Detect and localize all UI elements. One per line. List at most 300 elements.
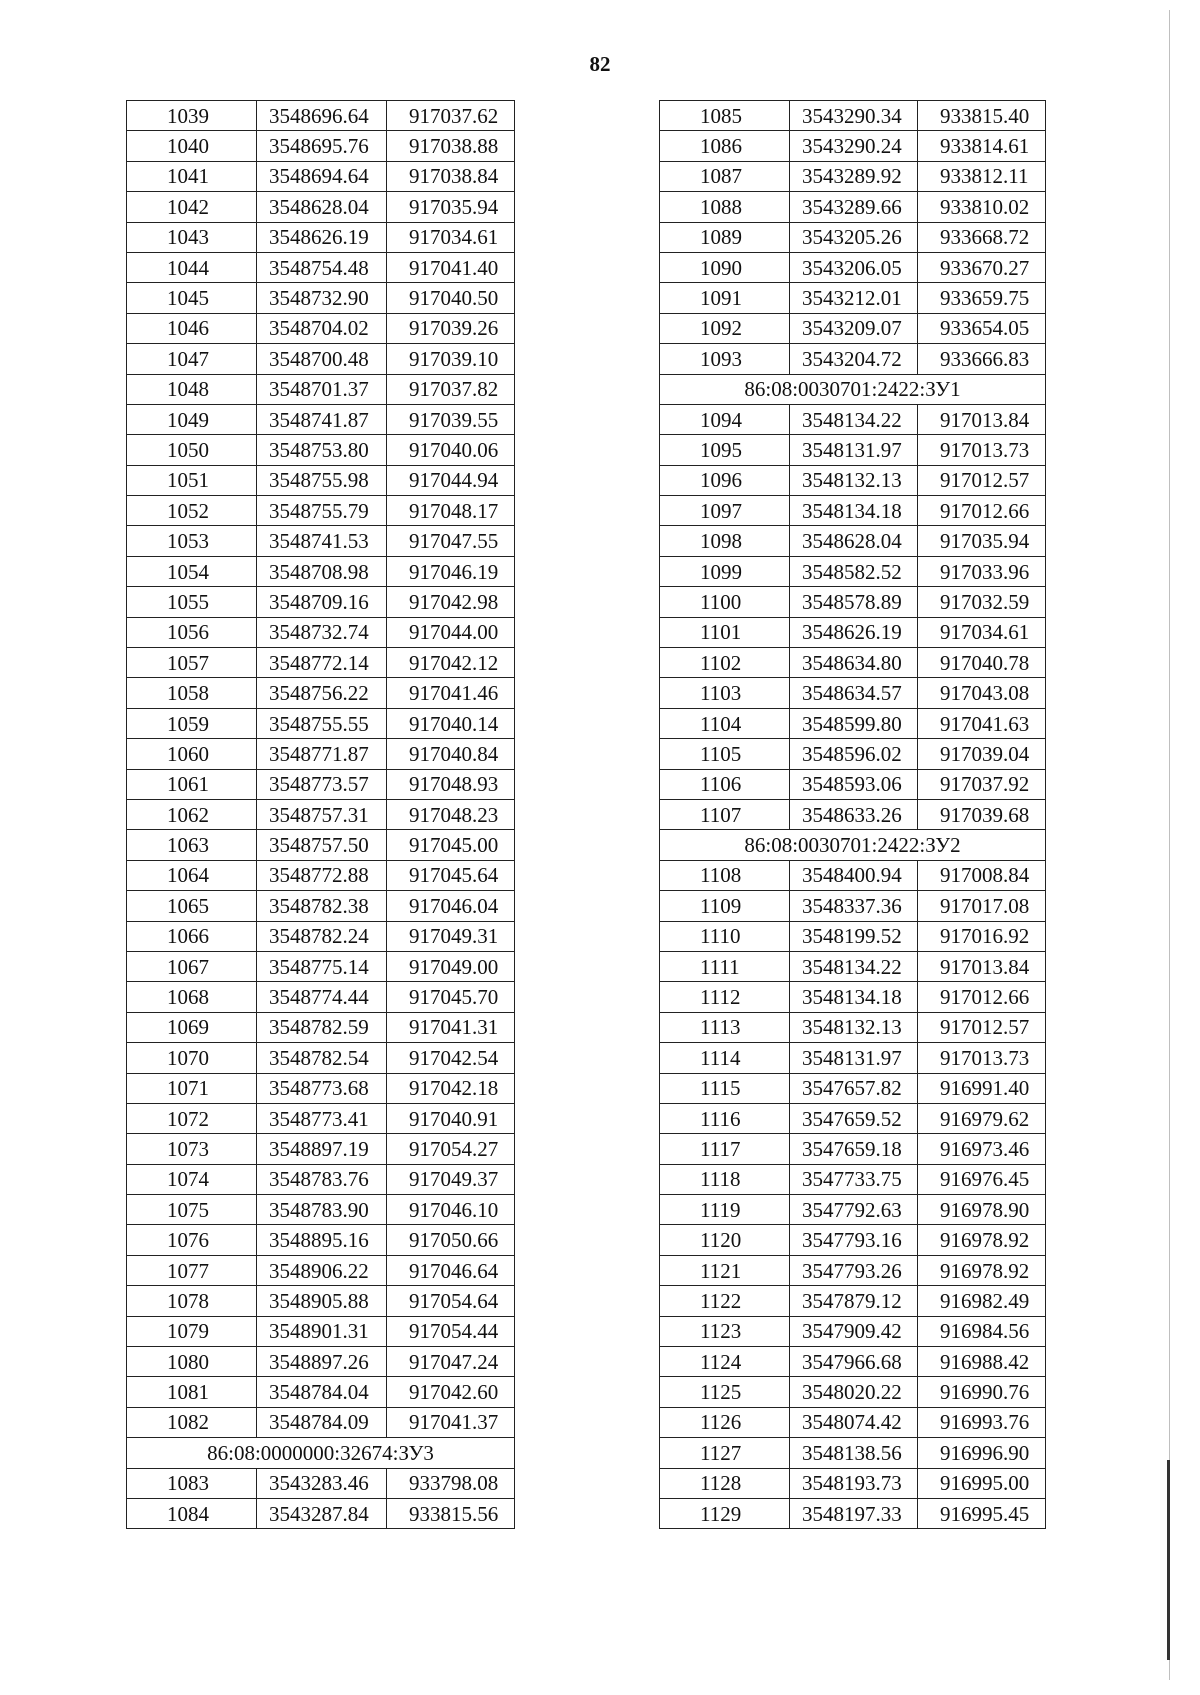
x-coordinate-cell: 3548628.04 — [790, 526, 918, 556]
coordinates-table-right — [659, 100, 1046, 1529]
table-row — [660, 101, 1046, 131]
y-coordinate-cell: 917043.08 — [918, 678, 1046, 708]
table-row — [127, 1407, 515, 1437]
table-row — [127, 1073, 515, 1103]
x-coordinate-cell: 3547793.16 — [790, 1225, 918, 1255]
point-number-cell: 1110 — [660, 921, 790, 951]
table-row — [660, 556, 1046, 586]
point-number-cell: 1071 — [127, 1073, 257, 1103]
point-number-cell: 1070 — [127, 1043, 257, 1073]
x-coordinate-cell: 3548132.13 — [790, 465, 918, 495]
table-row — [127, 799, 515, 829]
x-coordinate-cell: 3548074.42 — [790, 1407, 918, 1437]
y-coordinate-cell: 916990.76 — [918, 1377, 1046, 1407]
point-number-cell: 1089 — [660, 222, 790, 252]
table-row — [127, 1377, 515, 1407]
y-coordinate-cell: 917040.84 — [387, 739, 515, 769]
x-coordinate-cell: 3548905.88 — [257, 1286, 387, 1316]
y-coordinate-cell: 916978.92 — [918, 1255, 1046, 1285]
table-row — [660, 344, 1046, 374]
table-row — [660, 1073, 1046, 1103]
table-row — [660, 131, 1046, 161]
x-coordinate-cell: 3548138.56 — [790, 1438, 918, 1468]
x-coordinate-cell: 3548701.37 — [257, 374, 387, 404]
y-coordinate-cell: 916979.62 — [918, 1103, 1046, 1133]
table-row — [127, 1255, 515, 1285]
table-row — [660, 1012, 1046, 1042]
x-coordinate-cell: 3547659.52 — [790, 1103, 918, 1133]
point-number-cell: 1121 — [660, 1255, 790, 1285]
x-coordinate-cell: 3543290.24 — [790, 131, 918, 161]
x-coordinate-cell: 3548784.04 — [257, 1377, 387, 1407]
x-coordinate-cell: 3548897.19 — [257, 1134, 387, 1164]
point-number-cell: 1104 — [660, 708, 790, 738]
table-row — [660, 1316, 1046, 1346]
point-number-cell: 1063 — [127, 830, 257, 860]
point-number-cell: 1109 — [660, 891, 790, 921]
point-number-cell: 1049 — [127, 404, 257, 434]
point-number-cell: 1074 — [127, 1164, 257, 1194]
x-coordinate-cell: 3548628.04 — [257, 192, 387, 222]
y-coordinate-cell: 916982.49 — [918, 1286, 1046, 1316]
x-coordinate-cell: 3548732.90 — [257, 283, 387, 313]
x-coordinate-cell: 3547879.12 — [790, 1286, 918, 1316]
section-row — [660, 374, 1046, 404]
table-row — [660, 982, 1046, 1012]
point-number-cell: 1114 — [660, 1043, 790, 1073]
y-coordinate-cell: 917033.96 — [918, 556, 1046, 586]
x-coordinate-cell: 3548134.18 — [790, 982, 918, 1012]
x-coordinate-cell: 3547657.82 — [790, 1073, 918, 1103]
x-coordinate-cell: 3548132.13 — [790, 1012, 918, 1042]
x-coordinate-cell: 3548772.88 — [257, 860, 387, 890]
x-coordinate-cell: 3548774.44 — [257, 982, 387, 1012]
point-number-cell: 1067 — [127, 951, 257, 981]
point-number-cell: 1054 — [127, 556, 257, 586]
point-number-cell: 1081 — [127, 1377, 257, 1407]
table-row — [660, 465, 1046, 495]
y-coordinate-cell: 917042.54 — [387, 1043, 515, 1073]
x-coordinate-cell: 3548626.19 — [790, 617, 918, 647]
x-coordinate-cell: 3543206.05 — [790, 252, 918, 282]
y-coordinate-cell: 917039.26 — [387, 313, 515, 343]
point-number-cell: 1061 — [127, 769, 257, 799]
point-number-cell: 1079 — [127, 1316, 257, 1346]
y-coordinate-cell: 917037.82 — [387, 374, 515, 404]
table-row — [660, 404, 1046, 434]
point-number-cell: 1102 — [660, 648, 790, 678]
table-row — [660, 1134, 1046, 1164]
point-number-cell: 1055 — [127, 587, 257, 617]
y-coordinate-cell: 917041.40 — [387, 252, 515, 282]
table-row — [127, 465, 515, 495]
point-number-cell: 1115 — [660, 1073, 790, 1103]
point-number-cell: 1084 — [127, 1498, 257, 1528]
section-heading: 86:08:0030701:2422:ЗУ1 — [660, 374, 1046, 404]
point-number-cell: 1085 — [660, 101, 790, 131]
table-row — [127, 1468, 515, 1498]
point-number-cell: 1044 — [127, 252, 257, 282]
y-coordinate-cell: 917012.66 — [918, 496, 1046, 526]
point-number-cell: 1053 — [127, 526, 257, 556]
table-row — [127, 648, 515, 678]
table-row — [660, 1043, 1046, 1073]
point-number-cell: 1060 — [127, 739, 257, 769]
table-row — [660, 1438, 1046, 1468]
x-coordinate-cell: 3548741.87 — [257, 404, 387, 434]
point-number-cell: 1052 — [127, 496, 257, 526]
x-coordinate-cell: 3548741.53 — [257, 526, 387, 556]
y-coordinate-cell: 933654.05 — [918, 313, 1046, 343]
point-number-cell: 1058 — [127, 678, 257, 708]
point-number-cell: 1043 — [127, 222, 257, 252]
y-coordinate-cell: 916993.76 — [918, 1407, 1046, 1437]
x-coordinate-cell: 3548755.98 — [257, 465, 387, 495]
table-row — [660, 648, 1046, 678]
y-coordinate-cell: 917012.57 — [918, 1012, 1046, 1042]
x-coordinate-cell: 3548131.97 — [790, 435, 918, 465]
y-coordinate-cell: 916996.90 — [918, 1438, 1046, 1468]
point-number-cell: 1051 — [127, 465, 257, 495]
x-coordinate-cell: 3548755.79 — [257, 496, 387, 526]
table-row — [660, 587, 1046, 617]
y-coordinate-cell: 917042.60 — [387, 1377, 515, 1407]
x-coordinate-cell: 3547659.18 — [790, 1134, 918, 1164]
section-row — [660, 830, 1046, 860]
point-number-cell: 1068 — [127, 982, 257, 1012]
point-number-cell: 1101 — [660, 617, 790, 647]
point-number-cell: 1057 — [127, 648, 257, 678]
point-number-cell: 1066 — [127, 921, 257, 951]
x-coordinate-cell: 3548782.38 — [257, 891, 387, 921]
y-coordinate-cell: 917054.64 — [387, 1286, 515, 1316]
y-coordinate-cell: 917035.94 — [387, 192, 515, 222]
point-number-cell: 1094 — [660, 404, 790, 434]
table-row — [127, 192, 515, 222]
point-number-cell: 1112 — [660, 982, 790, 1012]
x-coordinate-cell: 3548897.26 — [257, 1347, 387, 1377]
point-number-cell: 1126 — [660, 1407, 790, 1437]
y-coordinate-cell: 917032.59 — [918, 587, 1046, 617]
point-number-cell: 1103 — [660, 678, 790, 708]
point-number-cell: 1042 — [127, 192, 257, 222]
x-coordinate-cell: 3548757.50 — [257, 830, 387, 860]
point-number-cell: 1045 — [127, 283, 257, 313]
y-coordinate-cell: 916978.92 — [918, 1225, 1046, 1255]
table-row — [660, 1255, 1046, 1285]
y-coordinate-cell: 917038.84 — [387, 161, 515, 191]
point-number-cell: 1047 — [127, 344, 257, 374]
y-coordinate-cell: 933815.40 — [918, 101, 1046, 131]
point-number-cell: 1078 — [127, 1286, 257, 1316]
table-row — [127, 526, 515, 556]
point-number-cell: 1124 — [660, 1347, 790, 1377]
y-coordinate-cell: 917012.57 — [918, 465, 1046, 495]
table-row — [660, 1164, 1046, 1194]
y-coordinate-cell: 933668.72 — [918, 222, 1046, 252]
x-coordinate-cell: 3548626.19 — [257, 222, 387, 252]
y-coordinate-cell: 917048.93 — [387, 769, 515, 799]
y-coordinate-cell: 917013.73 — [918, 1043, 1046, 1073]
table-row — [660, 1286, 1046, 1316]
x-coordinate-cell: 3548708.98 — [257, 556, 387, 586]
y-coordinate-cell: 917046.04 — [387, 891, 515, 921]
y-coordinate-cell: 917045.64 — [387, 860, 515, 890]
x-coordinate-cell: 3548783.90 — [257, 1195, 387, 1225]
table-row — [660, 739, 1046, 769]
y-coordinate-cell: 917042.98 — [387, 587, 515, 617]
table-row — [660, 921, 1046, 951]
table-row — [127, 678, 515, 708]
table-row — [127, 283, 515, 313]
x-coordinate-cell: 3548756.22 — [257, 678, 387, 708]
y-coordinate-cell: 917044.94 — [387, 465, 515, 495]
table-row — [127, 374, 515, 404]
table-row — [660, 1377, 1046, 1407]
x-coordinate-cell: 3548020.22 — [790, 1377, 918, 1407]
x-coordinate-cell: 3543287.84 — [257, 1498, 387, 1528]
x-coordinate-cell: 3543204.72 — [790, 344, 918, 374]
table-row — [660, 1225, 1046, 1255]
y-coordinate-cell: 917013.84 — [918, 404, 1046, 434]
y-coordinate-cell: 917039.10 — [387, 344, 515, 374]
x-coordinate-cell: 3548773.41 — [257, 1103, 387, 1133]
x-coordinate-cell: 3548696.64 — [257, 101, 387, 131]
table-row — [127, 830, 515, 860]
x-coordinate-cell: 3548582.52 — [790, 556, 918, 586]
table-row — [127, 496, 515, 526]
y-coordinate-cell: 917013.84 — [918, 951, 1046, 981]
table-row — [127, 769, 515, 799]
point-number-cell: 1096 — [660, 465, 790, 495]
x-coordinate-cell: 3548199.52 — [790, 921, 918, 951]
table-row — [660, 1195, 1046, 1225]
table-row — [127, 131, 515, 161]
point-number-cell: 1097 — [660, 496, 790, 526]
y-coordinate-cell: 917044.00 — [387, 617, 515, 647]
table-row — [127, 222, 515, 252]
y-coordinate-cell: 917039.04 — [918, 739, 1046, 769]
section-heading: 86:08:0000000:32674:ЗУ3 — [127, 1438, 515, 1468]
table-row — [660, 1407, 1046, 1437]
point-number-cell: 1083 — [127, 1468, 257, 1498]
table-row — [660, 313, 1046, 343]
y-coordinate-cell: 917040.14 — [387, 708, 515, 738]
table-row — [127, 617, 515, 647]
x-coordinate-cell: 3548775.14 — [257, 951, 387, 981]
x-coordinate-cell: 3548784.09 — [257, 1407, 387, 1437]
point-number-cell: 1059 — [127, 708, 257, 738]
y-coordinate-cell: 917008.84 — [918, 860, 1046, 890]
point-number-cell: 1075 — [127, 1195, 257, 1225]
y-coordinate-cell: 917016.92 — [918, 921, 1046, 951]
table-row — [660, 1347, 1046, 1377]
point-number-cell: 1093 — [660, 344, 790, 374]
section-row — [127, 1438, 515, 1468]
y-coordinate-cell: 916995.45 — [918, 1498, 1046, 1528]
y-coordinate-cell: 917041.31 — [387, 1012, 515, 1042]
table-row — [127, 404, 515, 434]
coordinates-table-left — [126, 100, 515, 1529]
point-number-cell: 1119 — [660, 1195, 790, 1225]
y-coordinate-cell: 917040.91 — [387, 1103, 515, 1133]
y-coordinate-cell: 917054.44 — [387, 1316, 515, 1346]
point-number-cell: 1125 — [660, 1377, 790, 1407]
x-coordinate-cell: 3548732.74 — [257, 617, 387, 647]
point-number-cell: 1050 — [127, 435, 257, 465]
y-coordinate-cell: 917041.37 — [387, 1407, 515, 1437]
table-row — [660, 435, 1046, 465]
y-coordinate-cell: 917034.61 — [387, 222, 515, 252]
x-coordinate-cell: 3543283.46 — [257, 1468, 387, 1498]
point-number-cell: 1077 — [127, 1255, 257, 1285]
table-row — [127, 161, 515, 191]
point-number-cell: 1072 — [127, 1103, 257, 1133]
x-coordinate-cell: 3548131.97 — [790, 1043, 918, 1073]
x-coordinate-cell: 3547909.42 — [790, 1316, 918, 1346]
y-coordinate-cell: 917040.78 — [918, 648, 1046, 678]
x-coordinate-cell: 3548634.80 — [790, 648, 918, 678]
y-coordinate-cell: 917034.61 — [918, 617, 1046, 647]
x-coordinate-cell: 3548782.24 — [257, 921, 387, 951]
point-number-cell: 1069 — [127, 1012, 257, 1042]
y-coordinate-cell: 916991.40 — [918, 1073, 1046, 1103]
table-row — [660, 769, 1046, 799]
y-coordinate-cell: 917049.31 — [387, 921, 515, 951]
y-coordinate-cell: 917037.92 — [918, 769, 1046, 799]
y-coordinate-cell: 917039.55 — [387, 404, 515, 434]
point-number-cell: 1090 — [660, 252, 790, 282]
x-coordinate-cell: 3548709.16 — [257, 587, 387, 617]
x-coordinate-cell: 3548197.33 — [790, 1498, 918, 1528]
table-row — [660, 496, 1046, 526]
section-heading: 86:08:0030701:2422:ЗУ2 — [660, 830, 1046, 860]
point-number-cell: 1080 — [127, 1347, 257, 1377]
point-number-cell: 1091 — [660, 283, 790, 313]
y-coordinate-cell: 916973.46 — [918, 1134, 1046, 1164]
x-coordinate-cell: 3548754.48 — [257, 252, 387, 282]
y-coordinate-cell: 917038.88 — [387, 131, 515, 161]
y-coordinate-cell: 917013.73 — [918, 435, 1046, 465]
y-coordinate-cell: 917012.66 — [918, 982, 1046, 1012]
y-coordinate-cell: 933659.75 — [918, 283, 1046, 313]
table-row — [660, 222, 1046, 252]
x-coordinate-cell: 3548782.54 — [257, 1043, 387, 1073]
table-row — [660, 161, 1046, 191]
table-row — [127, 1347, 515, 1377]
y-coordinate-cell: 917049.00 — [387, 951, 515, 981]
table-row — [127, 1043, 515, 1073]
point-number-cell: 1118 — [660, 1164, 790, 1194]
y-coordinate-cell: 916976.45 — [918, 1164, 1046, 1194]
y-coordinate-cell: 933666.83 — [918, 344, 1046, 374]
y-coordinate-cell: 933798.08 — [387, 1468, 515, 1498]
y-coordinate-cell: 917049.37 — [387, 1164, 515, 1194]
x-coordinate-cell: 3548755.55 — [257, 708, 387, 738]
x-coordinate-cell: 3548596.02 — [790, 739, 918, 769]
point-number-cell: 1105 — [660, 739, 790, 769]
x-coordinate-cell: 3543212.01 — [790, 283, 918, 313]
y-coordinate-cell: 933812.11 — [918, 161, 1046, 191]
table-row — [127, 860, 515, 890]
y-coordinate-cell: 917046.10 — [387, 1195, 515, 1225]
table-row — [660, 283, 1046, 313]
y-coordinate-cell: 933670.27 — [918, 252, 1046, 282]
point-number-cell: 1128 — [660, 1468, 790, 1498]
table-row — [660, 1498, 1046, 1528]
x-coordinate-cell: 3543289.92 — [790, 161, 918, 191]
x-coordinate-cell: 3543209.07 — [790, 313, 918, 343]
table-row — [660, 1103, 1046, 1133]
point-number-cell: 1065 — [127, 891, 257, 921]
point-number-cell: 1120 — [660, 1225, 790, 1255]
table-row — [127, 1225, 515, 1255]
y-coordinate-cell: 933815.56 — [387, 1498, 515, 1528]
point-number-cell: 1107 — [660, 799, 790, 829]
x-coordinate-cell: 3548134.22 — [790, 404, 918, 434]
y-coordinate-cell: 917039.68 — [918, 799, 1046, 829]
point-number-cell: 1117 — [660, 1134, 790, 1164]
x-coordinate-cell: 3548134.18 — [790, 496, 918, 526]
table-row — [127, 1195, 515, 1225]
y-coordinate-cell: 916988.42 — [918, 1347, 1046, 1377]
x-coordinate-cell: 3548757.31 — [257, 799, 387, 829]
x-coordinate-cell: 3548753.80 — [257, 435, 387, 465]
table-row — [127, 101, 515, 131]
y-coordinate-cell: 917037.62 — [387, 101, 515, 131]
point-number-cell: 1129 — [660, 1498, 790, 1528]
table-row — [127, 313, 515, 343]
table-row — [660, 252, 1046, 282]
y-coordinate-cell: 917041.46 — [387, 678, 515, 708]
scan-edge-mark — [1167, 1460, 1170, 1660]
point-number-cell: 1076 — [127, 1225, 257, 1255]
table-row — [127, 344, 515, 374]
x-coordinate-cell: 3547733.75 — [790, 1164, 918, 1194]
x-coordinate-cell: 3548782.59 — [257, 1012, 387, 1042]
x-coordinate-cell: 3547792.63 — [790, 1195, 918, 1225]
y-coordinate-cell: 917046.64 — [387, 1255, 515, 1285]
x-coordinate-cell: 3548771.87 — [257, 739, 387, 769]
table-row — [660, 678, 1046, 708]
y-coordinate-cell: 917050.66 — [387, 1225, 515, 1255]
table-row — [127, 252, 515, 282]
point-number-cell: 1127 — [660, 1438, 790, 1468]
point-number-cell: 1046 — [127, 313, 257, 343]
table-row — [127, 435, 515, 465]
table-row — [127, 1164, 515, 1194]
table-row — [127, 1286, 515, 1316]
y-coordinate-cell: 933810.02 — [918, 192, 1046, 222]
table-row — [660, 526, 1046, 556]
y-coordinate-cell: 917017.08 — [918, 891, 1046, 921]
x-coordinate-cell: 3548895.16 — [257, 1225, 387, 1255]
x-coordinate-cell: 3548700.48 — [257, 344, 387, 374]
y-coordinate-cell: 917047.55 — [387, 526, 515, 556]
x-coordinate-cell: 3548593.06 — [790, 769, 918, 799]
table-row — [660, 1468, 1046, 1498]
y-coordinate-cell: 917040.06 — [387, 435, 515, 465]
table-row — [660, 617, 1046, 647]
table-row — [127, 1103, 515, 1133]
y-coordinate-cell: 916978.90 — [918, 1195, 1046, 1225]
point-number-cell: 1113 — [660, 1012, 790, 1042]
x-coordinate-cell: 3543289.66 — [790, 192, 918, 222]
table-row — [660, 891, 1046, 921]
x-coordinate-cell: 3548773.57 — [257, 769, 387, 799]
table-row — [127, 951, 515, 981]
table-row — [660, 951, 1046, 981]
